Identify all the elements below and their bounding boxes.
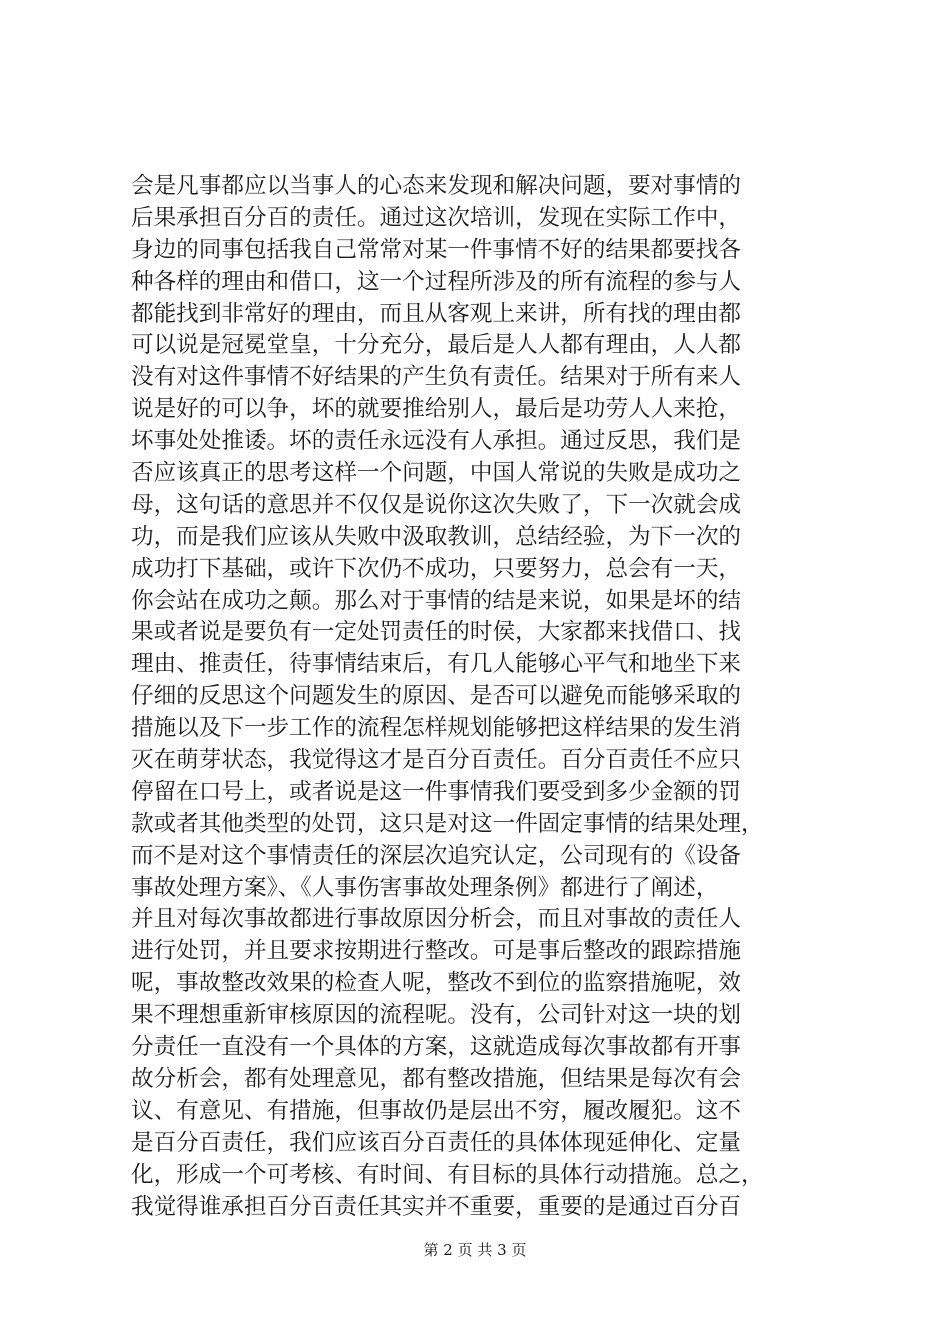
- body-paragraph: [131, 171, 831, 1223]
- text-line: 仔细的反思这个问题发生的原因、是否可以避免而能够采取的: [131, 683, 742, 710]
- text-line: 否应该真正的思考这样一个问题，中国人常说的失败是成功之: [131, 460, 742, 487]
- text-line: 身边的同事包括我自己常常对某一件事情不好的结果都要找各: [131, 236, 742, 263]
- text-line: 而不是对这个事情责任的深层次追究认定，公司现有的《设备: [131, 842, 742, 869]
- text-line: 果不理想重新审核原因的流程呢。没有，公司针对这一块的划: [131, 1002, 742, 1029]
- page-footer: 第 2 页 共 3 页: [423, 1241, 527, 1259]
- text-line: 母，这句话的意思并不仅仅是说你这次失败了，下一次就会成: [131, 491, 742, 518]
- text-line: 议、有意见、有措施，但事故仍是层出不穷，履改履犯。这不: [131, 1097, 742, 1124]
- text-line: 是百分百责任，我们应该百分百责任的具体体现延伸化、定量: [131, 1129, 742, 1156]
- text-line: 功，而是我们应该从失败中汲取教训，总结经验，为下一次的: [131, 523, 742, 550]
- text-line: 款或者其他类型的处罚，这只是对这一件固定事情的结果处理，: [131, 810, 764, 837]
- text-line: 坏事处处推诿。坏的责任永远没有人承担。通过反思，我们是: [131, 428, 742, 455]
- text-line: 故分析会，都有处理意见，都有整改措施，但结果是每次有会: [131, 1065, 742, 1092]
- text-line: 后果承担百分百的责任。通过这次培训，发现在实际工作中，: [131, 204, 742, 231]
- text-line: 你会站在成功之颠。那么对于事情的结是来说，如果是坏的结: [131, 587, 742, 614]
- text-line: 理由、推责任，待事情结束后，有几人能够心平气和地坐下来: [131, 651, 742, 678]
- text-line: 化，形成一个可考核、有时间、有目标的具体行动措施。总之，: [131, 1161, 764, 1188]
- text-line: 分责任一直没有一个具体的方案，这就造成每次事故都有开事: [131, 1034, 742, 1061]
- text-line: 说是好的可以争，坏的就要推给别人，最后是功劳人人来抢，: [131, 396, 742, 423]
- text-line: 并且对每次事故都进行事故原因分析会，而且对事故的责任人: [131, 906, 742, 933]
- text-line: 措施以及下一步工作的流程怎样规划能够把这样结果的发生消: [131, 715, 742, 742]
- text-line: 成功打下基础，或许下次仍不成功，只要努力，总会有一天，: [131, 555, 742, 582]
- text-line: 呢，事故整改效果的检查人呢，整改不到位的监察措施呢，效: [131, 970, 742, 997]
- text-line: 进行处罚，并且要求按期进行整改。可是事后整改的跟踪措施: [131, 938, 742, 965]
- text-line: 会是凡事都应以当事人的心态来发现和解决问题，要对事情的: [131, 173, 742, 199]
- text-line: 我觉得谁承担百分百责任其实并不重要，重要的是通过百分百: [131, 1193, 742, 1220]
- text-line: 停留在口号上，或者说是这一件事情我们要受到多少金额的罚: [131, 778, 742, 805]
- text-line: 都能找到非常好的理由，而且从客观上来讲，所有找的理由都: [131, 300, 742, 327]
- text-line: 种各样的理由和借口，这一个过程所涉及的所有流程的参与人: [131, 268, 742, 295]
- text-line: 灭在萌芽状态，我觉得这才是百分百责任。百分百责任不应只: [131, 747, 742, 774]
- text-line: 可以说是冠冕堂皇，十分充分，最后是人人都有理由，人人都: [131, 332, 742, 359]
- text-line: 事故处理方案》、《人事伤害事故处理条例》都进行了阐述，: [131, 874, 719, 901]
- text-line: 没有对这件事情不好结果的产生负有责任。结果对于所有来人: [131, 364, 742, 391]
- text-line: 果或者说是要负有一定处罚责任的时侯，大家都来找借口、找: [131, 619, 742, 646]
